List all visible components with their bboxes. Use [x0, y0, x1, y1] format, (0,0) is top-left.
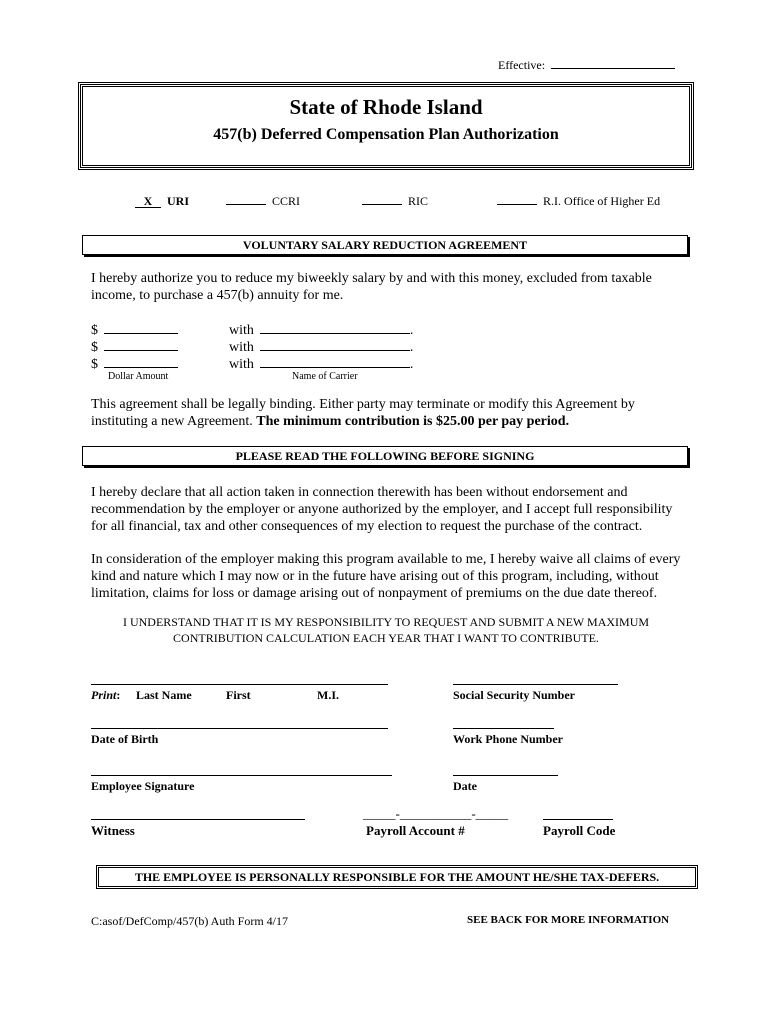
- with-label: with: [229, 357, 254, 372]
- witness-line[interactable]: [91, 819, 305, 820]
- currency-symbol: $: [91, 323, 98, 338]
- with-label: with: [229, 323, 254, 338]
- dob-line[interactable]: [91, 728, 388, 729]
- payroll-account-input[interactable]: _____-___________-_____: [363, 806, 509, 821]
- institution-option-ccri[interactable]: [226, 194, 300, 209]
- see-back-notice: SEE BACK FOR MORE INFORMATION: [467, 914, 670, 926]
- carrier-row-3: with .: [229, 357, 414, 372]
- print-label-text: Print: [91, 688, 117, 702]
- institution-mark-ric[interactable]: [362, 204, 402, 205]
- institution-label-ric: RIC: [408, 194, 429, 208]
- work-phone-label: Work Phone Number: [453, 732, 564, 746]
- section-heading-salary-reduction: VOLUNTARY SALARY REDUCTION AGREEMENT: [82, 235, 688, 255]
- print-label: Print:: [91, 688, 121, 702]
- payroll-account-label: Payroll Account #: [366, 823, 465, 838]
- responsibility-notice-line-1: I UNDERSTAND THAT IT IS MY RESPONSIBILITY TO REQUEST AND SUBMIT A NEW MAXIMUM: [122, 615, 650, 629]
- institution-option-higher-ed[interactable]: [497, 194, 660, 209]
- amount-row-2: [91, 338, 178, 356]
- carrier-caption: Name of Carrier: [292, 371, 358, 382]
- binding-paragraph: [91, 396, 691, 430]
- dollar-amount-input[interactable]: [104, 321, 178, 334]
- form-identifier: C:asof/DefComp/457(b) Auth Form 4/17: [91, 914, 288, 928]
- date-label: Date: [453, 779, 477, 793]
- institution-option-uri[interactable]: [135, 194, 189, 209]
- institution-label-higher-ed: R.I. Office of Higher Ed: [543, 194, 661, 208]
- dob-label: Date of Birth: [91, 732, 159, 746]
- currency-symbol: $: [91, 340, 98, 355]
- section-heading-read-before-signing: PLEASE READ THE FOLLOWING BEFORE SIGNING: [82, 446, 688, 466]
- carrier-name-input[interactable]: [260, 338, 410, 351]
- employee-signature-line[interactable]: [91, 775, 392, 776]
- page-title: State of Rhode Island: [289, 95, 483, 119]
- employee-signature-label: Employee Signature: [91, 779, 195, 793]
- declaration-paragraph: I hereby declare that all action taken in connection therewith has been without endorsement and recommendation by the employer or anyone authorized by the employer, and I accept full responsibility for all financial, tax and other consequences of my election to request the purchase of the contract.: [91, 485, 673, 534]
- ssn-line[interactable]: [453, 684, 618, 685]
- carrier-row-2: with .: [229, 340, 414, 355]
- currency-symbol: $: [91, 357, 98, 372]
- institution-label-uri: URI: [167, 194, 190, 208]
- responsibility-notice: [91, 614, 681, 646]
- carrier-row-1: with .: [229, 323, 414, 338]
- binding-text: This agreement shall be legally binding. Either party may terminate or modify this Agreement by instituting a new Agreement.: [91, 397, 635, 429]
- payroll-code-label: Payroll Code: [543, 823, 616, 838]
- authorization-paragraph: I hereby authorize you to reduce my biweekly salary by and with this money, excluded from taxable income, to purchase a 457(b) annuity for me.: [91, 271, 652, 303]
- effective-date-field: [498, 56, 675, 73]
- dollar-amount-input[interactable]: [104, 355, 178, 368]
- page-subtitle: 457(b) Deferred Compensation Plan Authorization: [213, 126, 559, 143]
- dollar-amount-input[interactable]: [104, 338, 178, 351]
- waiver-paragraph: In consideration of the employer making this program available to me, I hereby waive all claims of every kind and nature which I may now or in the future have arising out of this program, including, without limitation, claims for loss or damage arising out of nonpayment of premiums on the due date thereof.: [91, 552, 681, 601]
- name-line[interactable]: [91, 684, 388, 685]
- institution-mark-uri[interactable]: X: [135, 195, 161, 208]
- first-name-label: First: [226, 688, 251, 702]
- minimum-contribution-text: The minimum contribution is $25.00 per pay period.: [256, 414, 570, 429]
- institution-option-ric[interactable]: [362, 194, 428, 209]
- institution-mark-ccri[interactable]: [226, 204, 266, 205]
- date-line[interactable]: [453, 775, 558, 776]
- institution-label-ccri: CCRI: [272, 194, 301, 208]
- carrier-name-input[interactable]: [260, 321, 410, 334]
- effective-date-input[interactable]: [551, 56, 675, 69]
- last-name-label: Last Name: [136, 688, 192, 702]
- with-label: with: [229, 340, 254, 355]
- payroll-code-line[interactable]: [543, 819, 613, 820]
- ssn-label: Social Security Number: [453, 688, 575, 702]
- responsibility-notice-line-2: CONTRIBUTION CALCULATION EACH YEAR THAT I WANT TO CONTRIBUTE.: [173, 631, 599, 645]
- middle-initial-label: M.I.: [317, 688, 339, 702]
- title-box: [80, 84, 692, 168]
- institution-mark-higher-ed[interactable]: [497, 204, 537, 205]
- employee-responsibility-banner: THE EMPLOYEE IS PERSONALLY RESPONSIBLE FOR THE AMOUNT HE/SHE TAX-DEFERS.: [98, 867, 696, 887]
- effective-label: Effective:: [498, 58, 546, 72]
- work-phone-line[interactable]: [453, 728, 554, 729]
- amount-row-1: [91, 321, 178, 339]
- witness-label: Witness: [91, 823, 135, 838]
- carrier-name-input[interactable]: [260, 355, 410, 368]
- dollar-amount-caption: Dollar Amount: [108, 371, 169, 382]
